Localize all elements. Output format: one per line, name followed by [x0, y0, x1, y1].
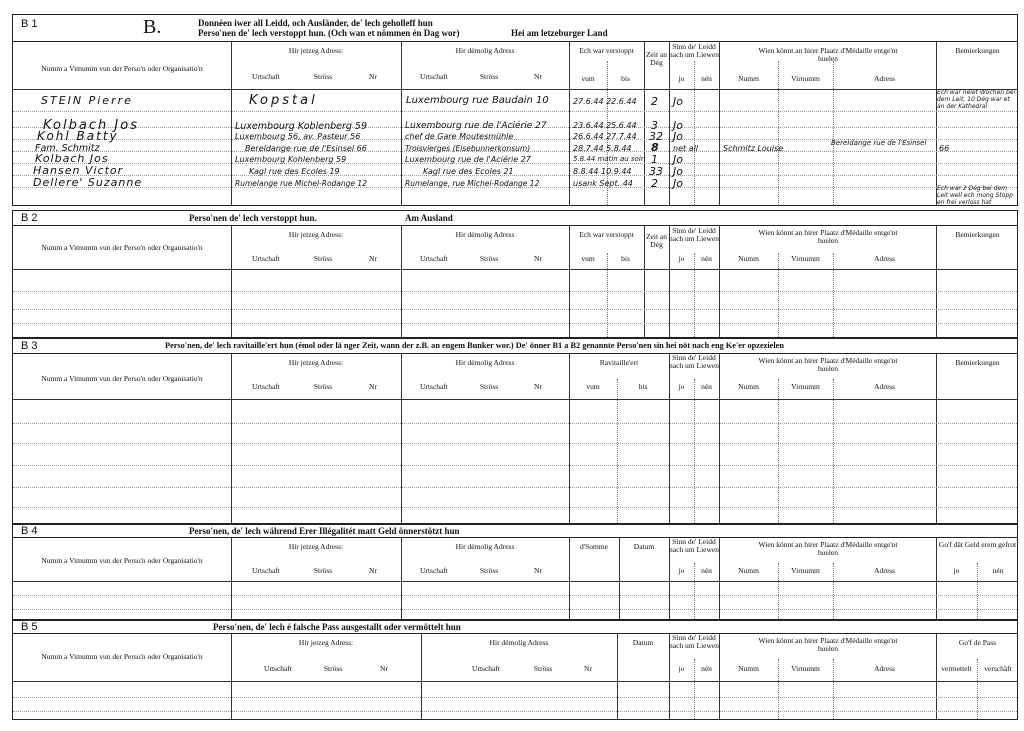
header-line-1: Donnéen iwer all Leidd, och Ausländer, de' lech geholleff hun — [198, 18, 433, 28]
sub-virnumm: Virnumm — [791, 382, 820, 391]
entry-old-address: Luxembourg rue de l'Aciérie 27 — [405, 121, 547, 131]
entry-current-address: Bereldange rue de l'Esinsel 66 — [245, 144, 367, 153]
sub-nen: nén — [701, 74, 712, 83]
col-current-header: Hir jetzeg Adress: — [288, 230, 344, 239]
entry-dates: 26.6.44 27.7.44 — [573, 132, 637, 141]
entry-days: 2 — [651, 95, 658, 108]
sub-urtschaft: Urtschaft — [264, 664, 292, 673]
entry-days: 8 — [651, 141, 659, 154]
section-b3 — [12, 338, 1018, 524]
sub-vum: vum — [581, 74, 595, 83]
sub-stross: Ströss — [323, 664, 343, 673]
entry-old-address: Rumelange, rue Michel-Rodange 12 — [405, 179, 540, 188]
entry-current-address: Luxembourg 56, av. Pasteur 56 — [235, 132, 361, 141]
sub-urtschaft: Urtschaft — [472, 664, 500, 673]
entry-days: 3 — [651, 119, 658, 132]
sub-stross: Ströss — [313, 254, 333, 263]
sub-stross: Ströss — [533, 664, 553, 673]
entry-days: 32 — [649, 130, 663, 143]
col-lived-header: Sinn de' Leidd nach um Liewen — [669, 537, 719, 554]
entry-current-address: Kagl rue des Ecoles 19 — [249, 167, 340, 176]
col-lived-header: Sinn de' Leidd nach um Liewen — [669, 633, 719, 650]
col-remarks-header: Bemierkungen — [955, 230, 1000, 239]
col-name-header: Numm a Vimumm vun der Perso'n oder Organisatio'n — [41, 374, 203, 383]
sub-urtschaft: Urtschaft — [420, 382, 448, 391]
remark-note-bottom: Ech war 2 Dég bei dem Leit well ech mong Stopp en frei verloss hat — [937, 185, 1013, 206]
col-old-header: Hir démolig Adress — [489, 638, 549, 647]
sub-nen: nén — [701, 566, 712, 575]
col-current-header: Hir jetzeg Adress: — [288, 358, 344, 367]
entry-alive: Jo — [673, 177, 683, 190]
header-land: Hei am letzeburger Land — [511, 28, 608, 38]
sub-jo: jo — [678, 74, 685, 83]
sub-nr: Nr — [369, 382, 377, 391]
section-b4 — [12, 524, 1018, 620]
entry-alive: Jo — [673, 130, 683, 143]
entry-current-address: Luxembourg Kohlenberg 59 — [235, 155, 347, 164]
sub-numm: Numm — [738, 566, 759, 575]
sub-numm: Numm — [738, 664, 759, 673]
sub-jo: jo — [678, 254, 685, 263]
col-name-header: Numm a Vimumm vun der Perso'n oder Organisatio'n — [41, 243, 203, 252]
entry-name: Hansen Victor — [33, 164, 124, 177]
sub-stross: Ströss — [313, 382, 333, 391]
sub-nen: nén — [701, 664, 712, 673]
sub-virnumm: Virnumm — [791, 254, 820, 263]
sub-bis: bis — [621, 254, 630, 263]
entry-dates: 28.7.44 5.8.44 — [573, 144, 632, 153]
col-pass-header: Go'f de Pass — [958, 638, 997, 647]
entry-old-address: Troisvierges (Eisebunnerkonsum) — [405, 144, 531, 153]
entry-name: Fam. Schmitz — [35, 143, 100, 154]
col-current-header: Hir jetzeg Adress: — [298, 638, 354, 647]
sub-urtschaft: Urtschaft — [252, 254, 280, 263]
entry-dates: 27.6.44 22.6.44 — [573, 97, 637, 106]
sub-nr: Nr — [534, 254, 542, 263]
col-date-header: Datum — [632, 638, 654, 647]
header-line-2: Perso'nen de' lech verstoppt hun. (Och wan et nömmen én Dag wor) — [198, 28, 460, 38]
section-title: Perso'nen, de' lech ravitaille'ert hun (émol oder lä nger Zeit, wann der z.B. an engem Bunker wor.) De' önner B1 a B2 genannte Perso'nen sin hei nöt nach eng Ke'er opzezielen — [165, 341, 784, 350]
entry-name: STEIN Pierre — [41, 94, 133, 107]
col-old-header: Hir démolig Adress — [455, 358, 515, 367]
sub-nr: Nr — [534, 382, 542, 391]
entry-dates: 23.6.44 25.6.44 — [573, 121, 637, 130]
col-remarks-header: Bemierkungen — [955, 46, 1000, 55]
sub-urtschaft: Urtschaft — [420, 72, 448, 81]
section-title: Perso'nen, de' lech während Erer Illégalitét matt Geld önnerstötzt hun — [189, 526, 460, 536]
entry-dates: 5.8.44 matin au soir — [573, 155, 644, 163]
sub-urtschaft: Urtschaft — [252, 382, 280, 391]
entry-name: Dellere' Suzanne — [33, 176, 143, 189]
col-old-header: Hir démolig Adress — [455, 46, 515, 55]
section-code: B 2 — [21, 212, 38, 224]
sub-vum: vum — [581, 254, 595, 263]
sub-virnumm: Virnumm — [791, 566, 820, 575]
entry-old-address: Kagl rue des Ecoles 21 — [423, 167, 514, 176]
entry-alive: net all — [673, 144, 699, 153]
col-name-header: Numm a Vimumm vun der Perso'n oder Organisatio'n — [41, 556, 203, 565]
section-title-2: Am Ausland — [405, 213, 453, 223]
section-code: B 5 — [21, 621, 38, 633]
col-old-header: Hir démolig Adress — [455, 230, 515, 239]
sub-nen: nén — [992, 566, 1004, 575]
sub-numm: Numm — [738, 382, 759, 391]
entry-name: Kohl Batty — [37, 129, 119, 143]
col-name-header: Numm a Vimumm vun der Perso'n oder Organisatio'n — [41, 652, 203, 661]
col-rav-header: Ravitaille'ert — [599, 358, 639, 367]
section-b5 — [12, 620, 1018, 720]
col-old-header: Hir démolig Adress — [455, 542, 515, 551]
entry-current-address: Rumelange rue Michel-Rodange 12 — [235, 179, 367, 188]
sub-stross: Ströss — [479, 254, 499, 263]
sub-vum: vum — [586, 382, 600, 391]
sub-jo: jo — [678, 664, 685, 673]
sub-nr: Nr — [534, 566, 542, 575]
entry-current-address: Kopstal — [249, 93, 318, 108]
entry-dates: usank Sept. 44 — [573, 179, 633, 188]
entry-name: Kolbach Jos — [43, 118, 139, 133]
entry-alive: Jo — [673, 95, 683, 108]
col-current-header: Hir jetzeg Adress: — [288, 46, 344, 55]
col-medal-header: Wien könnt an hirer Plaatz d'Médaille entge'nt huelen — [758, 228, 898, 245]
entry-name: Kolbach Jos — [35, 152, 109, 165]
sub-jo: jo — [678, 566, 685, 575]
entry-remark: 66 — [939, 144, 950, 153]
col-time-header: Zeit an Dég — [645, 50, 668, 67]
entry-old-address: Luxembourg rue Baudain 10 — [406, 95, 549, 106]
sub-virnumm: Virnumm — [791, 664, 820, 673]
section-b2-header — [13, 211, 1017, 226]
form-letter: B. — [143, 16, 162, 38]
sub-nen: nén — [701, 254, 712, 263]
section-code: B 1 — [21, 18, 38, 30]
sub-bis: bis — [638, 382, 648, 391]
sub-urtschaft: Urtschaft — [252, 566, 280, 575]
entry-old-address: Luxembourg rue de l'Aciérie 27 — [405, 155, 531, 164]
entry-dates: 8.8.44 10.9.44 — [573, 167, 632, 176]
section-b3-header — [13, 339, 1017, 354]
col-hidden-header: Ech war verstoppt — [579, 46, 634, 55]
sub-numm: Numm — [738, 74, 759, 83]
entry-alive: Jo — [673, 165, 683, 178]
sub-virnumm: Virnumm — [791, 74, 820, 83]
sub-nr: Nr — [369, 566, 377, 575]
sub-adress: Adress — [874, 254, 895, 263]
section-b1-header — [13, 15, 1017, 42]
sub-adress: Adress — [874, 566, 895, 575]
col-time-header: Zeit an Dég — [645, 232, 668, 249]
col-name-header: Numm a Vimumm vun der Perso'n oder Organisatio'n — [41, 64, 203, 73]
sub-urtschaft: Urtschaft — [252, 72, 280, 81]
sub-jo: jo — [678, 382, 685, 391]
sub-urtschaft: Urtschaft — [420, 566, 448, 575]
sub-stross: Ströss — [479, 72, 499, 81]
sub-nr: Nr — [534, 72, 542, 81]
col-hidden-header: Ech war verstoppt — [579, 230, 634, 239]
section-code: B 4 — [21, 525, 38, 537]
entry-alive: Jo — [673, 119, 683, 132]
entry-alive: Jo — [673, 153, 683, 166]
col-sum-header: d'Somme — [579, 542, 609, 551]
entry-days: 2 — [651, 177, 658, 190]
col-remarks-header: Bemierkungen — [955, 358, 1000, 367]
sub-bis: bis — [621, 74, 630, 83]
col-lived-header: Sinn de' Leidd nach um Liewen — [669, 226, 719, 243]
sub-verschaft: verschäft — [984, 664, 1012, 673]
col-lived-header: Sinn de' Leidd nach um Liewen — [669, 353, 719, 370]
entry-old-address: chef de Gare Moutesmühle — [405, 132, 514, 141]
sub-vermettelt: vermettelt — [941, 664, 972, 673]
entry-days: 1 — [651, 153, 658, 166]
sub-stross: Ströss — [479, 382, 499, 391]
sub-nr: Nr — [380, 664, 388, 673]
sub-jo: jo — [953, 566, 960, 575]
sub-adress: Adress — [874, 382, 895, 391]
sub-nen: nén — [701, 382, 712, 391]
sub-stross: Ströss — [313, 566, 333, 575]
sub-nr: Nr — [369, 72, 377, 81]
col-money-header: Go'f dât Geld erem gefrot — [938, 540, 1017, 549]
sub-stross: Ströss — [479, 566, 499, 575]
section-b2 — [12, 210, 1018, 338]
col-lived-header: Sinn de' Leidd nach um Liewen — [669, 42, 719, 59]
sub-adress: Adress — [874, 74, 895, 83]
entry-days: 33 — [649, 165, 663, 178]
sub-stross: Ströss — [313, 72, 333, 81]
sub-nr: Nr — [584, 664, 592, 673]
col-medal-header: Wien könnt an hirer Plaatz d'Médaille entge'nt huelen — [758, 46, 898, 63]
entry-medal-address: Bereldange rue de l'Esinsel — [831, 139, 927, 147]
section-b4-header — [13, 525, 1017, 538]
section-b5-header — [13, 621, 1017, 634]
section-title: Perso'nen de' lech verstoppt hun. — [189, 213, 317, 223]
registration-form — [12, 14, 1018, 720]
col-medal-header: Wien könnt an hirer Plaatz d'Médaille entge'nt huelen — [758, 356, 898, 373]
remark-note-top: Ech war neiet Wochen bei dem Leit, 10 Dég war et an der Kathedral — [937, 89, 1016, 110]
col-current-header: Hir jetzeg Adress: — [288, 542, 344, 551]
section-code: B 3 — [21, 340, 38, 352]
col-date-header: Datum — [633, 542, 655, 551]
col-medal-header: Wien könnt an hirer Plaatz d'Médaille entge'nt huelen — [758, 540, 898, 557]
section-b1 — [12, 14, 1018, 206]
sub-numm: Numm — [738, 254, 759, 263]
sub-nr: Nr — [369, 254, 377, 263]
sub-adress: Adress — [874, 664, 895, 673]
col-medal-header: Wien könnt an hirer Plaatz d'Médaille entge'nt huelen — [758, 636, 898, 653]
sub-urtschaft: Urtschaft — [420, 254, 448, 263]
section-title: Perso'nen, de' lech é falsche Pass ausgestallt oder vermöttelt hun — [213, 622, 461, 632]
entry-medal-name: Schmitz Louise — [723, 144, 784, 153]
entry-current-address: Luxembourg Koblenberg 59 — [235, 121, 368, 132]
